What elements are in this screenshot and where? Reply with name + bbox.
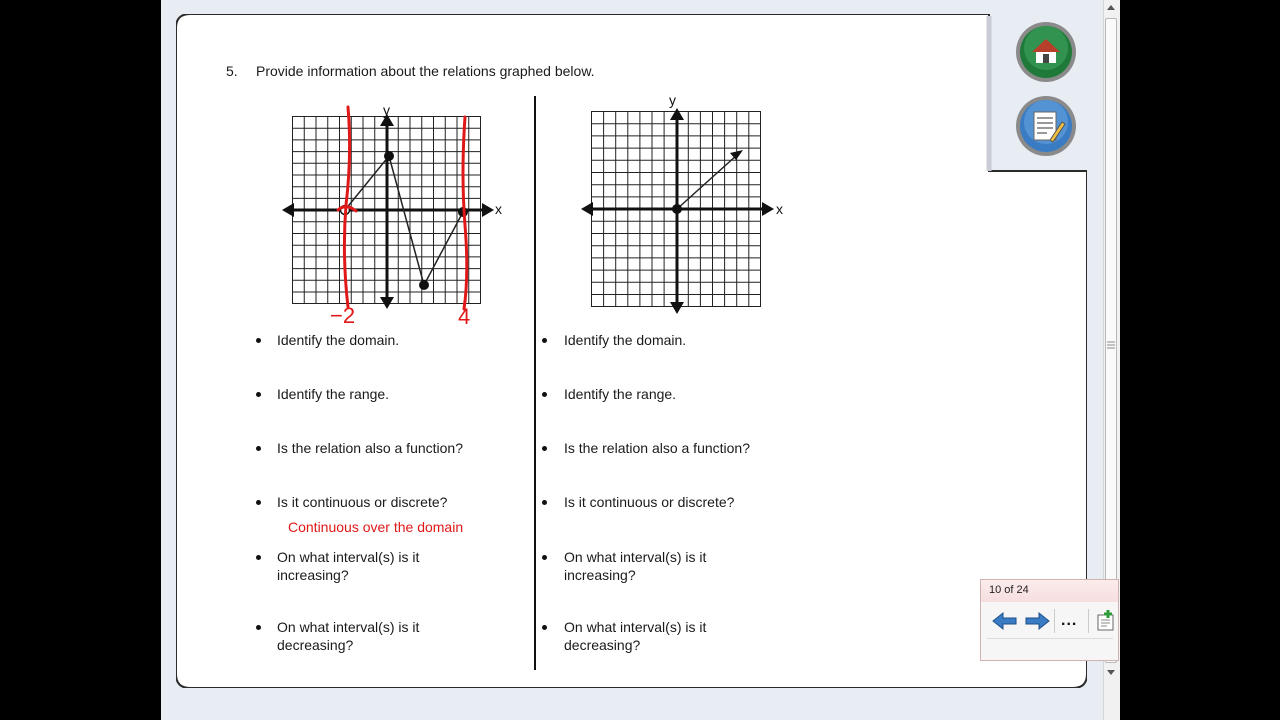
bullet bbox=[542, 500, 547, 505]
arrow-right-icon[interactable] bbox=[1023, 610, 1051, 632]
annotation-minus-two: −2 bbox=[330, 303, 356, 328]
left-answer-continuous: Continuous over the domain bbox=[288, 519, 464, 535]
right-ray bbox=[677, 155, 737, 209]
annotation-four: 4 bbox=[458, 304, 471, 329]
toolbar-separator bbox=[1088, 609, 1089, 633]
right-ray-arrowhead bbox=[730, 150, 743, 160]
notes-button[interactable] bbox=[1016, 96, 1074, 154]
left-x-label: x bbox=[495, 201, 502, 217]
bullet bbox=[256, 392, 261, 397]
left-question-range: Identify the range. bbox=[277, 386, 390, 402]
left-graph bbox=[270, 95, 520, 335]
question-line-2: decreasing? bbox=[564, 637, 641, 653]
scroll-grip-icon bbox=[1105, 340, 1117, 350]
bullet bbox=[542, 555, 547, 560]
left-question-increasing bbox=[277, 548, 419, 584]
bullet bbox=[542, 338, 547, 343]
bullet bbox=[256, 446, 261, 451]
question-line-2: decreasing? bbox=[277, 637, 354, 653]
more-options-button[interactable]: ... bbox=[1061, 612, 1078, 629]
question-line-1: On what interval(s) is it bbox=[564, 549, 707, 565]
right-point-origin bbox=[672, 204, 682, 214]
bullet bbox=[256, 555, 261, 560]
right-y-label: y bbox=[669, 92, 676, 108]
page-navigation-panel bbox=[980, 579, 1119, 661]
question-line-1: On what interval(s) is it bbox=[277, 549, 420, 565]
toolbar-separator bbox=[1054, 609, 1055, 633]
page-indicator: 10 of 24 bbox=[989, 584, 1029, 596]
right-question-domain: Identify the domain. bbox=[564, 332, 687, 348]
right-question-continuous: Is it continuous or discrete? bbox=[564, 494, 735, 510]
left-question-domain: Identify the domain. bbox=[277, 332, 400, 348]
right-graph bbox=[570, 90, 800, 320]
bullet bbox=[256, 625, 261, 630]
add-page-icon[interactable] bbox=[1095, 609, 1117, 633]
home-button[interactable] bbox=[1016, 22, 1074, 80]
right-question-increasing bbox=[564, 548, 706, 584]
right-question-decreasing bbox=[564, 618, 706, 654]
bullet bbox=[542, 446, 547, 451]
scroll-up-arrow-icon[interactable] bbox=[1103, 0, 1119, 16]
bullet bbox=[542, 625, 547, 630]
left-question-continuous: Is it continuous or discrete? bbox=[277, 494, 448, 510]
arrow-left-icon[interactable] bbox=[991, 610, 1019, 632]
left-question-function: Is the relation also a function? bbox=[277, 440, 464, 456]
right-question-function: Is the relation also a function? bbox=[564, 440, 751, 456]
question-line-1: On what interval(s) is it bbox=[564, 619, 707, 635]
bullet bbox=[256, 500, 261, 505]
right-question-range: Identify the range. bbox=[564, 386, 677, 402]
left-question-decreasing bbox=[277, 618, 419, 654]
bullet bbox=[256, 338, 261, 343]
notes-icon bbox=[1016, 96, 1080, 160]
panel-footer bbox=[987, 638, 1113, 657]
left-y-label: y bbox=[383, 102, 390, 118]
left-point-peak bbox=[384, 151, 394, 161]
column-divider bbox=[534, 96, 536, 670]
problem-number: 5. bbox=[226, 63, 238, 79]
scroll-down-arrow-icon[interactable] bbox=[1103, 664, 1119, 680]
left-point-trough bbox=[419, 280, 429, 290]
question-line-2: increasing? bbox=[277, 567, 349, 583]
home-icon bbox=[1016, 22, 1080, 86]
question-line-2: increasing? bbox=[564, 567, 636, 583]
question-line-1: On what interval(s) is it bbox=[277, 619, 420, 635]
right-x-label: x bbox=[776, 201, 783, 217]
problem-prompt: Provide information about the relations graphed below. bbox=[256, 63, 595, 79]
bullet bbox=[542, 392, 547, 397]
